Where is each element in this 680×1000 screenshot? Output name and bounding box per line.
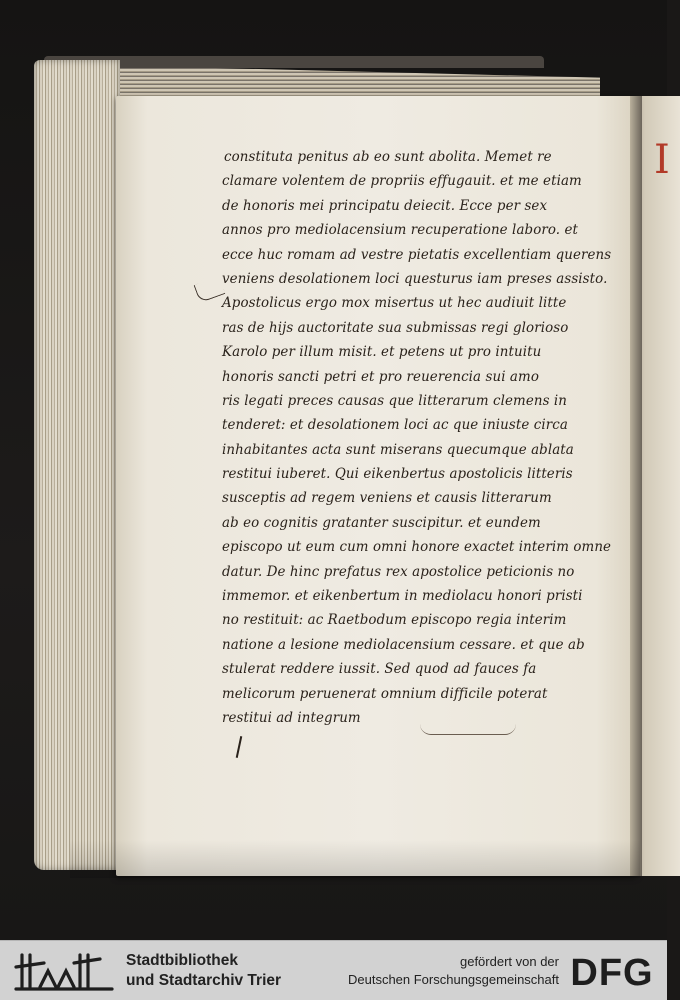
- manuscript-line: veniens desolationem loci questurus iam preses assisto.: [222, 271, 608, 288]
- manuscript-line: annos pro mediolacensium recuperatione laboro. et: [222, 222, 579, 239]
- rubric-initial: I: [654, 137, 670, 183]
- dfg-logo-icon: [564, 949, 660, 993]
- stadtbibliothek-trier-logo-icon: [14, 949, 116, 993]
- manuscript-line: de honoris mei principatu deiecit. Ecce per sex: [222, 198, 548, 215]
- manuscript-line: immemor. et eikenbertum in mediolacu honori pristi: [222, 588, 583, 605]
- funding-note: [319, 953, 559, 989]
- manuscript-line: no restituit: ac Raetbodum episcopo regia interim: [222, 613, 567, 629]
- manuscript-line: stulerat reddere iussit. Sed quod ad fauces fa: [222, 661, 537, 678]
- manuscript-line: clamare volentem de propriis effugauit. et me etiam: [222, 173, 582, 190]
- manuscript-line: ris legati preces causas que litterarum clemens in: [222, 393, 568, 410]
- manuscript-line: Apostolicus ergo mox misertus ut hec audiuit litte: [222, 295, 567, 312]
- book-gutter: [630, 96, 642, 876]
- manuscript-line: inhabitantes acta sunt miserans quecumque ablata: [222, 442, 574, 459]
- book-page-stack: [34, 60, 120, 870]
- institution-name: [126, 951, 326, 991]
- manuscript-line: natione a lesione mediolacensium cessare. et que ab: [222, 637, 585, 654]
- institution-line-1: Stadtbibliothek: [126, 952, 238, 969]
- footer-bar: [0, 940, 667, 1000]
- funding-line-2: Deutschen Forschungsgemeinschaft: [347, 972, 559, 987]
- manuscript-line: susceptis ad regem veniens et causis litterarum: [222, 491, 552, 507]
- facing-page: [640, 96, 680, 876]
- manuscript-line: episcopo ut eum cum omni honore exactet interim omne: [222, 539, 612, 556]
- manuscript-line: restitui iuberet. Qui eikenbertus apostolicis litteris: [222, 466, 573, 483]
- line-end-flourish: [420, 724, 516, 735]
- manuscript-line: honoris sancti petri et pro reuerencia sui amo: [222, 369, 539, 385]
- manuscript-line: ab eo cognitis gratanter suscipitur. et eundem: [222, 515, 541, 532]
- manuscript-text-block: [222, 146, 622, 731]
- manuscript-line: restitui ad integrum: [222, 710, 361, 727]
- dfg-logo-text: DFG: [570, 952, 654, 994]
- manuscript-line: constituta penitus ab eo sunt abolita. Memet re: [224, 149, 552, 166]
- manuscript-line: tenderet: et desolationem loci ac que iniuste circa: [222, 417, 568, 434]
- manuscript-line: melicorum peruenerat omnium difficile poterat: [222, 686, 548, 702]
- institution-line-2: und Stadtarchiv Trier: [126, 972, 282, 989]
- page-shadow: [70, 840, 640, 878]
- manuscript-line: ras de hijs auctoritate sua submissas regi glorioso: [222, 320, 569, 337]
- manuscript-line: ecce huc romam ad vestre pietatis excellentiam querens: [222, 247, 612, 263]
- manuscript-line: datur. De hinc prefatus rex apostolice peticionis no: [222, 564, 575, 580]
- manuscript-line: Karolo per illum misit. et petens ut pro intuitu: [222, 344, 542, 361]
- funding-line-1: gefördert von der: [459, 954, 559, 969]
